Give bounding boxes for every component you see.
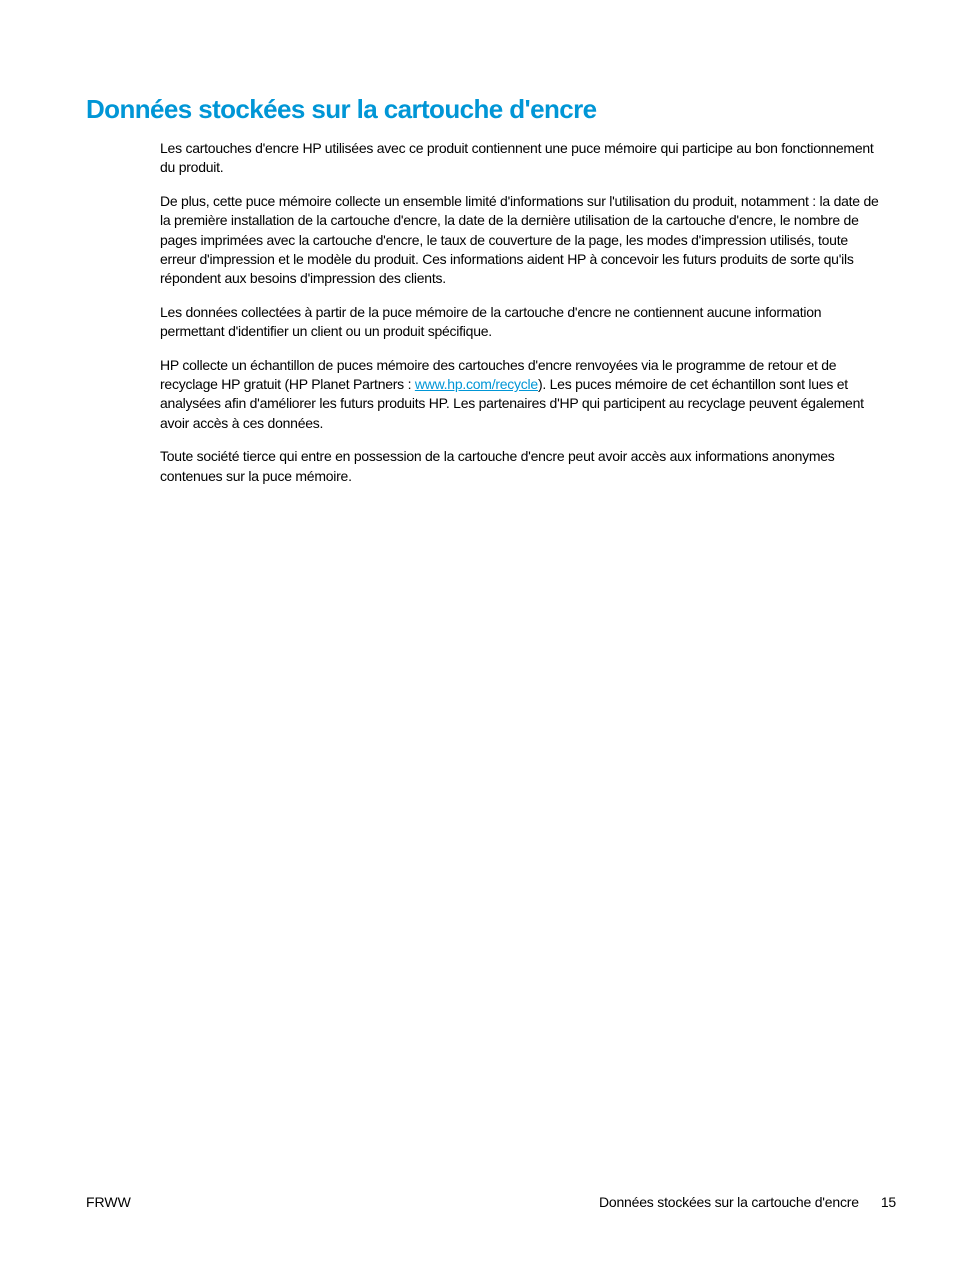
paragraph-2: De plus, cette puce mémoire collecte un ensemble limité d'informations sur l'utilisation du produit, notamment : la date de la première installation de la cartouche d'encre, la date de la dernière utilisation de la cartouche d'encre, le nombre de pages imprimées avec la cartouche d'encre, le taux de couverture de la page, les modes d'impression utilisés, toute erreur d'impression et le modèle du produit. Ces informations aident HP à concevoir les futurs produits de sorte qu'ils répondent aux besoins d'impression des clients. [160, 192, 879, 287]
footer-right [599, 1193, 896, 1211]
paragraph-5: Toute société tierce qui entre en possession de la cartouche d'encre peut avoir accès aux informations anonymes contenues sur la puce mémoire. [160, 448, 835, 484]
body-content [160, 139, 886, 500]
page-number: 15 [880, 1194, 896, 1210]
footer-locale-code: FRWW [86, 1194, 131, 1210]
footer-section-title: Données stockées sur la cartouche d'encre [598, 1194, 859, 1210]
paragraph-1: Les cartouches d'encre HP utilisées avec ce produit contiennent une puce mémoire qui participe au bon fonctionnement du produit. [160, 140, 874, 176]
paragraph-4-text-after: ). Les puces mémoire de cet échantillon sont lues et analysées afin d'améliorer les futurs produits HP. Les partenaires d'HP qui participent au recyclage peuvent également avoir accès à ces données. [160, 376, 864, 431]
recycle-link[interactable]: www.hp.com/recycle [414, 376, 538, 393]
paragraph-4 [160, 356, 886, 434]
page-title: Données stockées sur la cartouche d'encre [86, 94, 597, 124]
paragraph-4-text-before: HP collecte un échantillon de puces mémoire des cartouches d'encre renvoyées via le programme de retour et de recyclage HP gratuit (HP Planet Partners : [160, 356, 837, 393]
paragraph-3: Les données collectées à partir de la puce mémoire de la cartouche d'encre ne contiennent aucune information permettant d'identifier un client ou un produit spécifique. [160, 303, 822, 340]
